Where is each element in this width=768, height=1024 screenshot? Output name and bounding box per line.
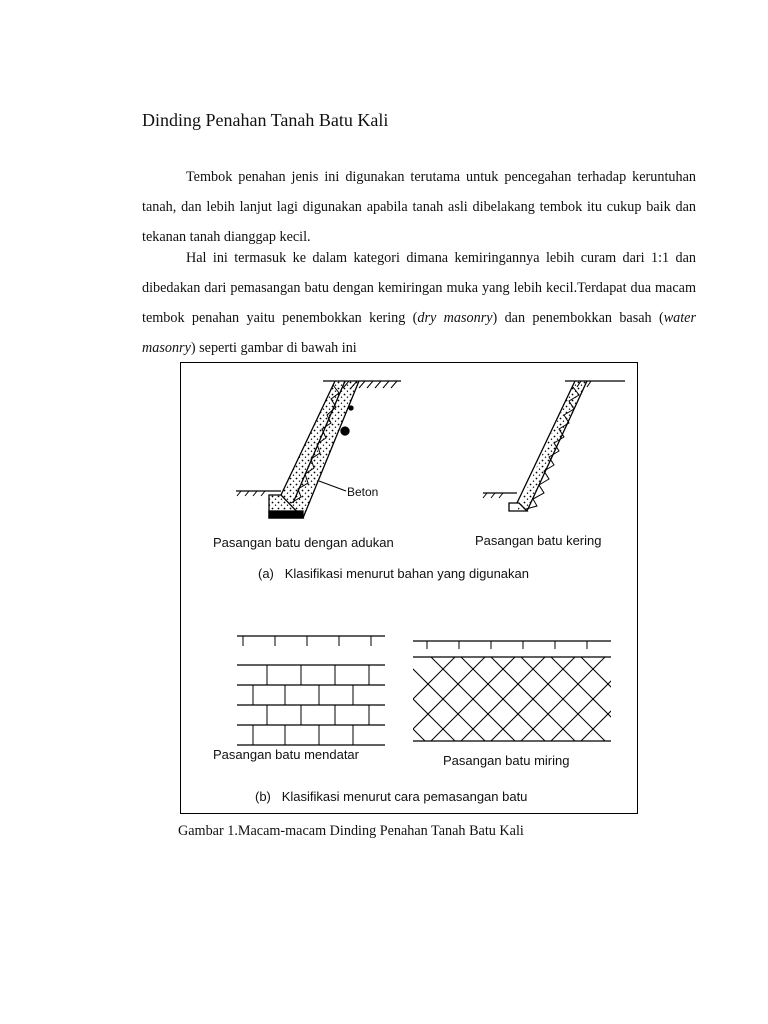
diagonal-masonry-drawing [341, 641, 637, 741]
paragraph-2-text-b: ) dan penembokkan basah ( [492, 310, 664, 326]
caption-b: (b) Klasifikasi menurut cara pemasangan batu [255, 789, 528, 804]
dry-wall-drawing [483, 381, 625, 511]
horizontal-masonry-drawing [237, 636, 385, 745]
paragraph-2 [142, 243, 696, 363]
figure-drawing [181, 363, 637, 813]
paragraph-1: Tembok penahan jenis ini digunakan terutama untuk pencegahan terhadap keruntuhan tanah, dan lebih lanjut lagi digunakan apabila tanah asli dibelakang tembok itu cukup baik dan tekanan tanah dianggap kecil. [142, 169, 696, 245]
page-heading: Dinding Penahan Tanah Batu Kali [142, 110, 389, 130]
label-dry-stone: Pasangan batu kering [475, 533, 602, 548]
beton-label: Beton [347, 485, 379, 499]
paragraph-2-text-c: ) seperti gambar di bawah ini [190, 340, 357, 356]
retaining-wall-figure [180, 362, 638, 814]
figure-caption: Gambar 1.Macam-macam Dinding Penahan Tanah Batu Kali [178, 823, 524, 839]
water-masonry-term: water masonry [142, 310, 697, 356]
label-stone-with-mortar: Pasangan batu dengan adukan [213, 535, 394, 550]
label-horizontal-stone: Pasangan batu mendatar [213, 747, 359, 762]
label-diagonal-stone: Pasangan batu miring [443, 753, 570, 768]
caption-a: (a) Klasifikasi menurut bahan yang digunakan [258, 566, 529, 581]
dry-masonry-term: dry masonry [417, 310, 493, 326]
paragraph-2-text-a: Hal ini termasuk ke dalam kategori dimana kemiringannya lebih curam dari 1:1 dan dibedakan dari pemasangan batu dengan kemiringan muka yang lebih kecil.Terdapat dua macam tembok penahan yaitu penembokkan kering ( [142, 250, 696, 326]
